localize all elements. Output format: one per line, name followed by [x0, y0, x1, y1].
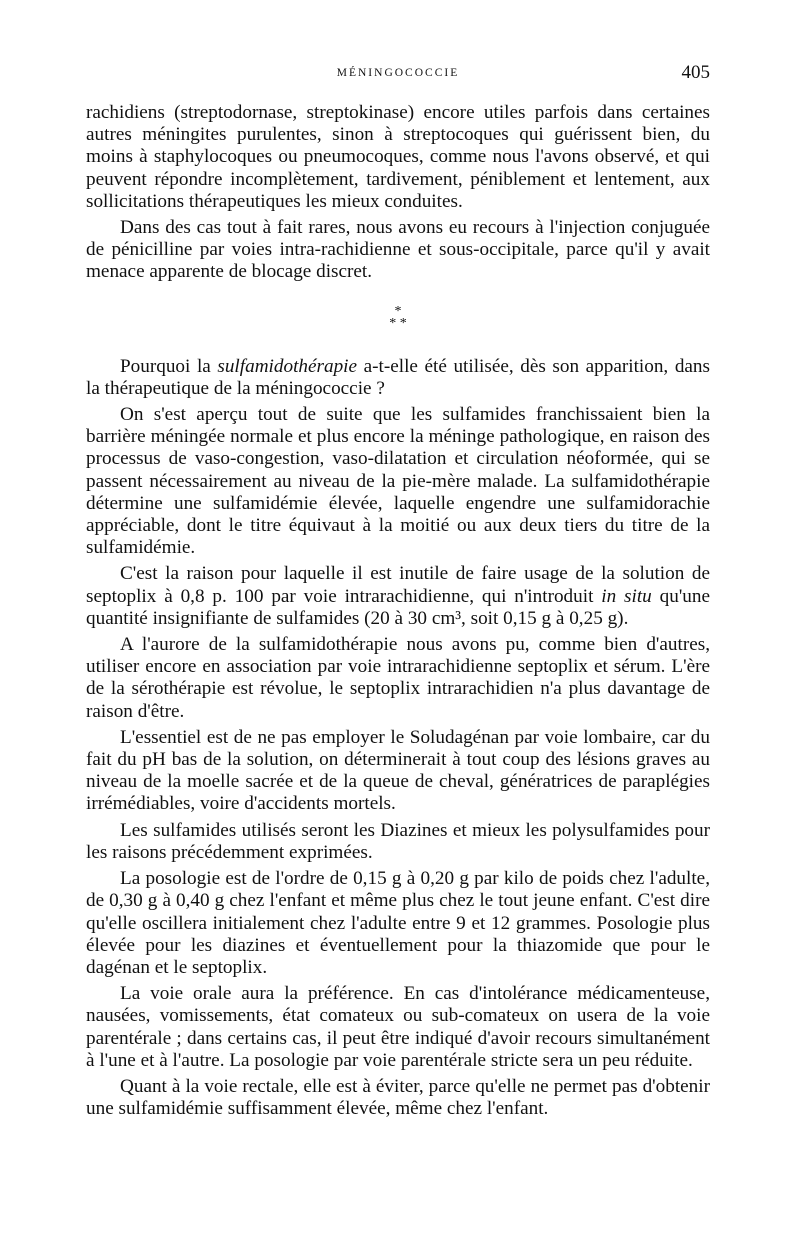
- page-header: [86, 62, 710, 84]
- text-run: C'est la raison pour laquelle il est inutile de faire usage de la solution de septoplix à 0,8 p. 100 par voie intrarachidienne, qui n'introduit: [86, 563, 710, 607]
- paragraph: [86, 356, 710, 400]
- section-separator: [86, 303, 710, 331]
- paragraph: [86, 563, 710, 630]
- text-run: qu'une quantité insignifiante de sulfamides (20 à 30 cm³, soit 0,15 g à 0,25 g).: [86, 585, 710, 629]
- page-number: 405: [681, 62, 710, 83]
- text-run: Pourquoi la: [120, 355, 218, 377]
- paragraph: L'essentiel est de ne pas employer le Soludagénan par voie lombaire, car du fait du pH bas de la solution, on déterminerait à tout coup des lésions graves au niveau de la moelle sacrée et de la queue de cheval, génératrices de paraplégies irrémédiables, voire d'accidents mortels.: [86, 726, 710, 815]
- italic-term: sulfamidothérapie: [217, 355, 358, 377]
- paragraph: A l'aurore de la sulfamidothérapie nous avons pu, comme bien d'autres, utiliser encore en association par voie intrarachidienne septoplix et sérum. L'ère de la sérothérapie est révolue, le septoplix intrarachidien n'a plus davantage de raison d'être.: [86, 634, 710, 722]
- paragraph: La posologie est de l'ordre de 0,15 g à 0,20 g par kilo de poids chez l'adulte, de 0,30 g à 0,40 g chez l'enfant et même plus chez le tout jeune enfant. C'est dire qu'elle oscillera initialement chez l'adulte entre 9 et 12 grammes. Posologie plus élevée pour les diazines et éventuellement pour la thiazomide que pour le dagénan et le septoplix.: [86, 868, 710, 978]
- separator-star-top: *: [394, 303, 402, 319]
- running-title: MÉNINGOCOCCIE: [336, 67, 460, 79]
- paragraph: rachidiens (streptodornase, streptokinase) encore utiles parfois dans certaines autres méningites purulentes, sinon à streptocoques qui guérissent bien, du moins à staphylocoques ou pneumocoques, comme nous l'avons observé, et qui peuvent répondre incomplètement, tardivement, péniblement et lentement, aux sollicitations thérapeutiques les mieux conduites.: [86, 102, 710, 212]
- paragraph: Quant à la voie rectale, elle est à éviter, parce qu'elle ne permet pas d'obtenir une sulfamidémie suffisamment élevée, même chez l'enfant.: [86, 1075, 710, 1120]
- body-text: [86, 102, 710, 1124]
- paragraph: La voie orale aura la préférence. En cas d'intolérance médicamenteuse, nausées, vomissements, état comateux ou sub-comateux on usera de la voie parentérale ; dans certains cas, il peut être indiqué d'avoir recours simultanément à l'une et à l'autre. La posologie par voie parentérale stricte sera un peu réduite.: [86, 983, 710, 1071]
- separator-stars-bottom: * *: [389, 315, 407, 331]
- italic-term: in situ: [601, 585, 652, 607]
- text-run: a-t-elle été utilisée, dès son apparition, dans la thérapeutique de la méningococcie ?: [86, 355, 710, 399]
- paragraph: On s'est aperçu tout de suite que les sulfamides franchissaient bien la barrière méningée normale et plus encore la méninge pathologique, en raison des processus de vaso-congestion, vaso-dilatation et circulation néoformée, qui se passent nécessairement au niveau de la pie-mère malade. La sulfamidothérapie détermine une sulfamidémie élevée, laquelle engendre une sulfamidorachie appréciable, dont le titre équivaut à la moitié ou aux deux tiers du titre de la sulfamidémie.: [86, 404, 710, 559]
- paragraph: Dans des cas tout à fait rares, nous avons eu recours à l'injection conjuguée de pénicilline par voies intra-rachidienne et sous-occipitale, parce qu'il y avait menace apparente de blocage discret.: [86, 217, 710, 283]
- paragraph: Les sulfamides utilisés seront les Diazines et mieux les polysulfamides pour les raisons précédemment exprimées.: [86, 819, 710, 863]
